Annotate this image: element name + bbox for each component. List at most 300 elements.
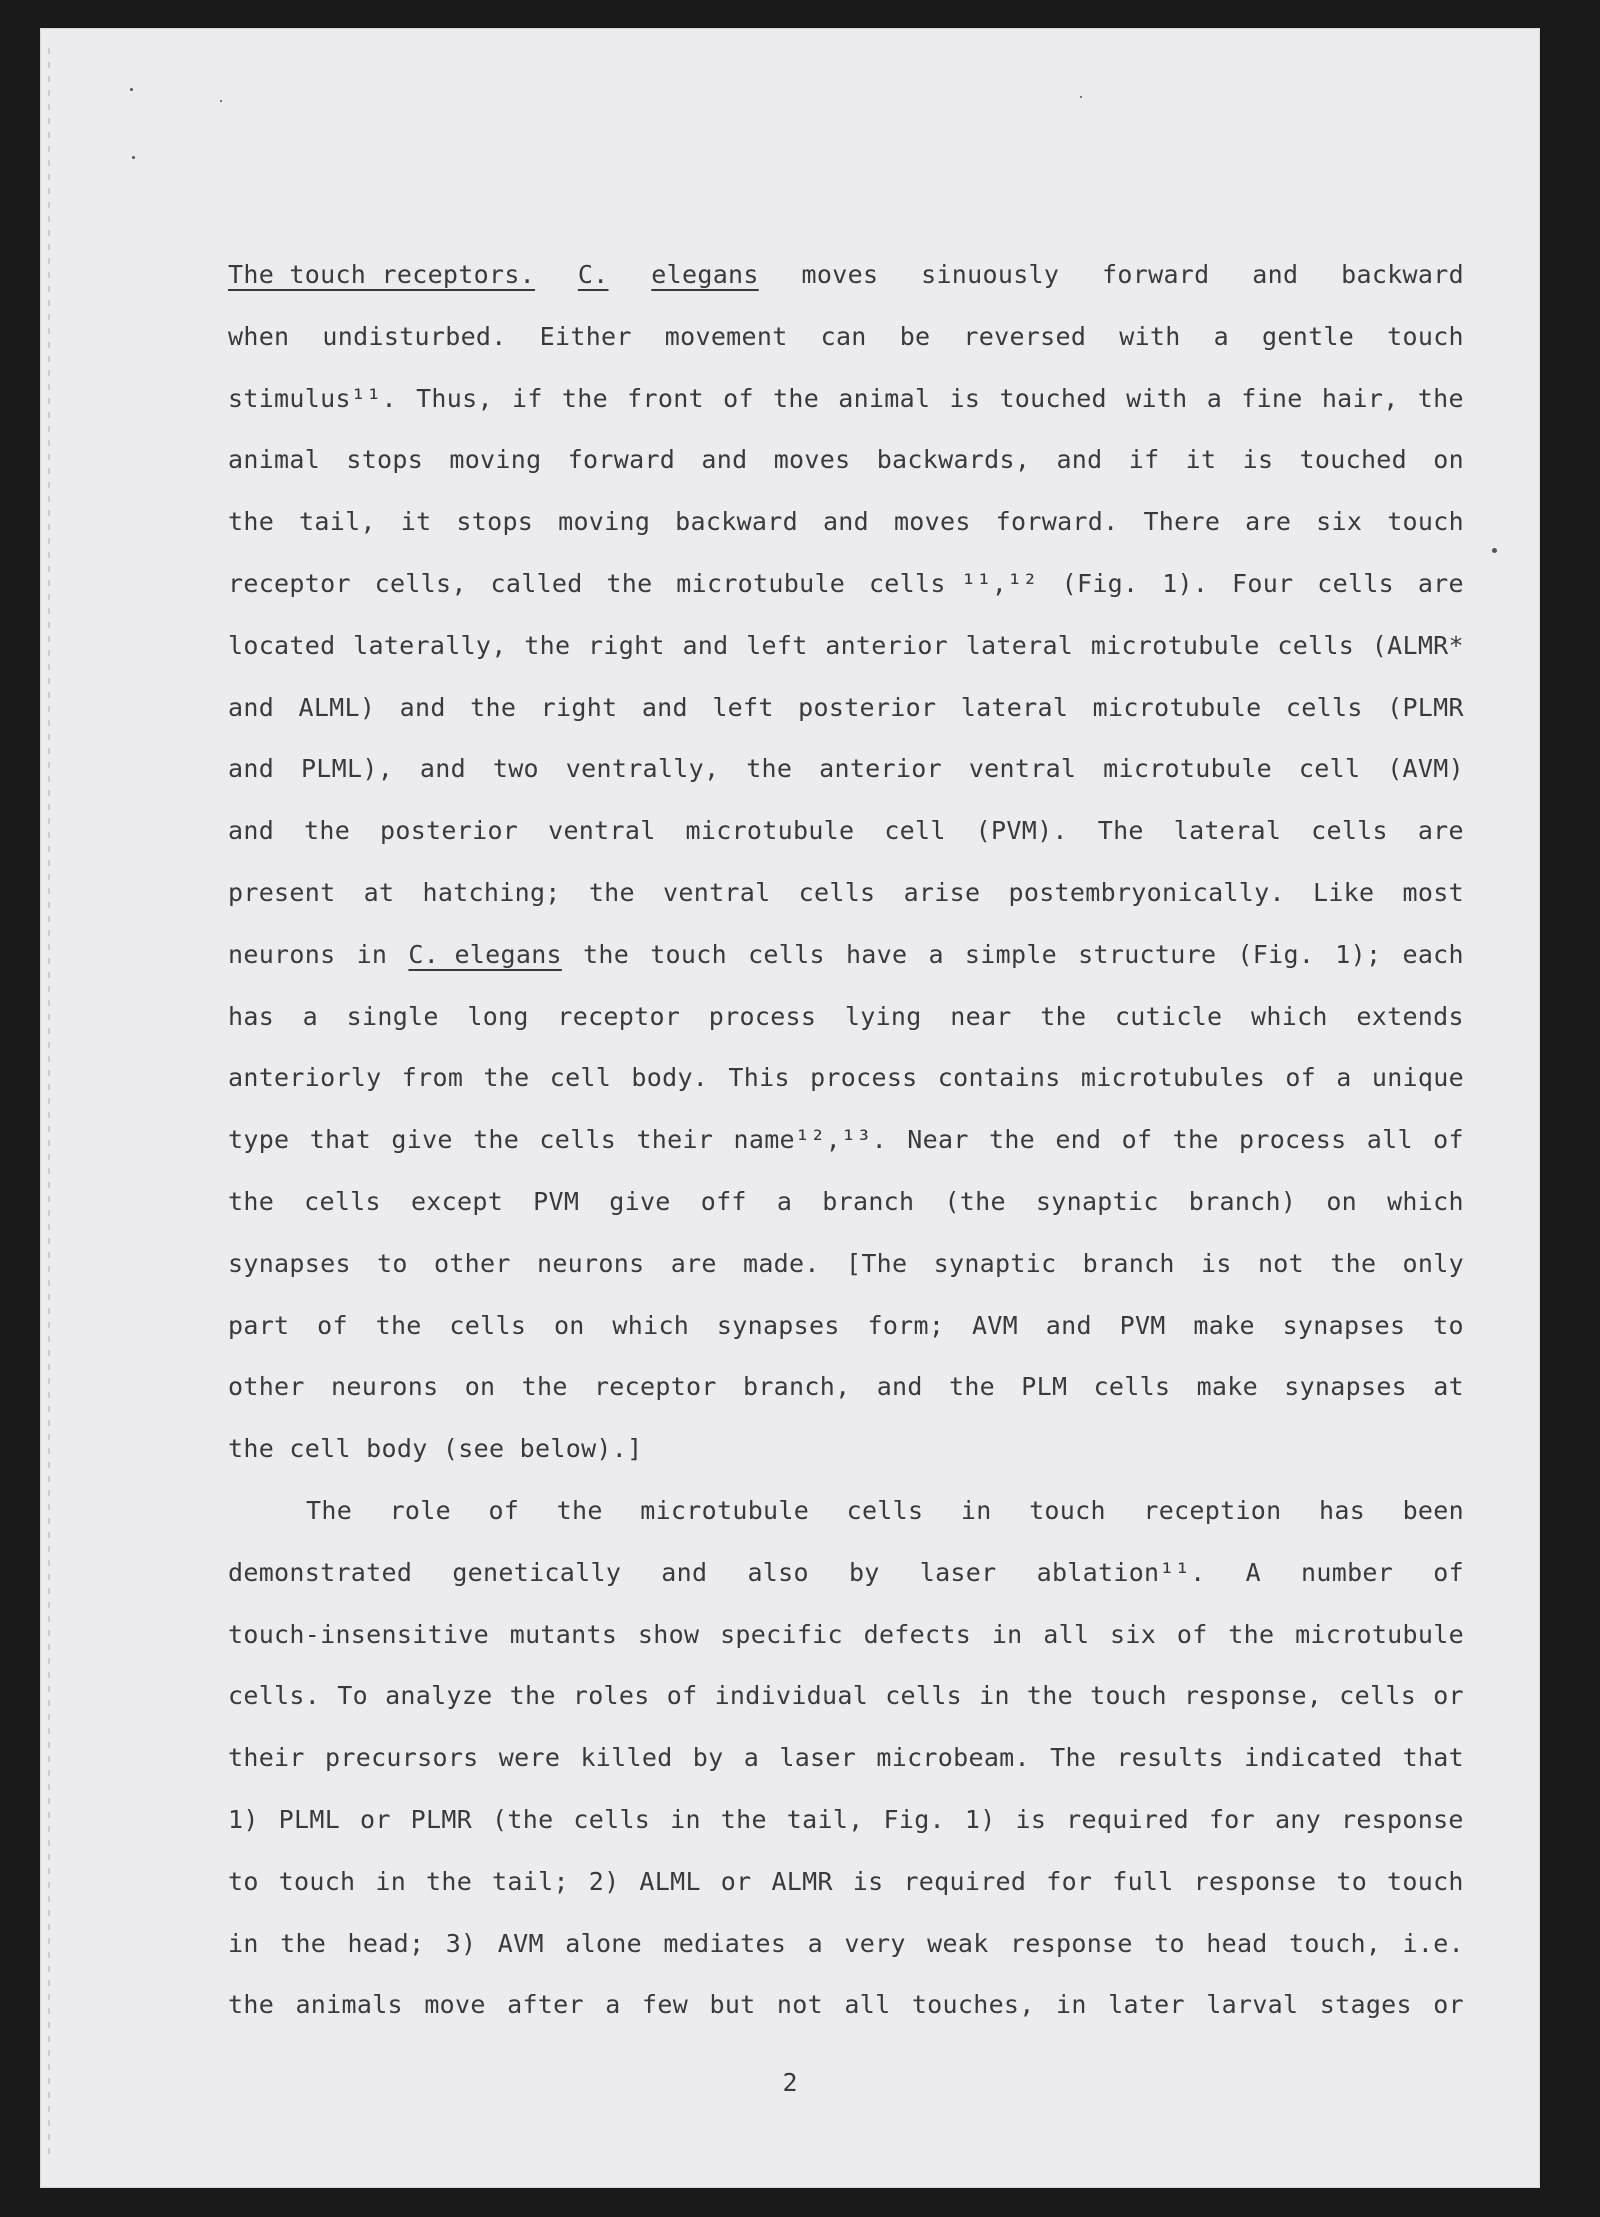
text-word: in	[1056, 1990, 1087, 2020]
text-word: lying	[844, 1001, 922, 1031]
text-word: cuticle	[1114, 1001, 1223, 1031]
text-word: animal	[228, 445, 321, 475]
text-word: cells	[1285, 692, 1363, 722]
text-word: all	[1043, 1619, 1090, 1649]
text-word: and	[399, 692, 446, 722]
text-word: type	[228, 1125, 290, 1155]
text-word: a	[605, 1990, 621, 2020]
text-line	[228, 553, 1464, 615]
text-word: on	[553, 1310, 585, 1340]
text-word: the	[509, 1681, 556, 1711]
text-word: cells ¹¹,¹²	[868, 568, 1038, 598]
text-word: of	[1433, 1557, 1464, 1587]
text-word: postembryonically.	[1008, 877, 1285, 907]
text-word: at	[1433, 1372, 1464, 1402]
text-word: touch	[1029, 1495, 1106, 1525]
text-word: to	[1154, 1928, 1185, 1958]
text-word: touch	[1090, 1681, 1167, 1711]
text-word: head;	[347, 1928, 425, 1958]
text-word: cells	[539, 1125, 617, 1155]
text-word: stages	[1319, 1990, 1412, 2020]
text-word: reception	[1143, 1495, 1282, 1525]
text-word: mediates	[663, 1928, 787, 1958]
text-word: microtubule	[1295, 1619, 1464, 1649]
text-line	[228, 1418, 1464, 1480]
text-word: but	[709, 1990, 756, 2020]
text-word: the	[1172, 1125, 1219, 1155]
text-word: touch	[1387, 1866, 1464, 1896]
text-word: is	[949, 383, 981, 413]
text-word: structure	[1078, 939, 1217, 969]
text-word: movement	[664, 321, 788, 351]
text-word: other	[228, 1372, 305, 1402]
text-word: the	[1330, 1248, 1377, 1278]
text-word: moving	[558, 507, 651, 537]
text-word: and	[1045, 1310, 1092, 1340]
text-word: 2)	[588, 1866, 620, 1896]
text-word: all	[1366, 1125, 1413, 1155]
text-word: neurons	[228, 939, 336, 969]
text-word: later	[1108, 1990, 1185, 2020]
text-word: synapses	[228, 1248, 351, 1278]
text-word: six	[1110, 1619, 1157, 1649]
text-word: at	[363, 877, 395, 907]
text-word: is	[852, 1866, 884, 1896]
text-word: and	[1252, 260, 1299, 289]
text-word: extends	[1356, 1001, 1464, 1031]
text-line	[228, 677, 1464, 739]
text-word: posterior	[380, 816, 519, 846]
text-word: near	[950, 1001, 1012, 1031]
text-word: called	[490, 568, 583, 598]
text-word: name¹²,¹³.	[733, 1125, 888, 1155]
text-line	[228, 491, 1464, 553]
text-word: cells	[846, 1495, 924, 1525]
text-word: body.	[631, 1063, 709, 1093]
text-word: the	[228, 1990, 275, 2020]
text-word: To	[337, 1681, 368, 1711]
text-word: were	[498, 1743, 561, 1773]
text-word: the	[304, 816, 351, 846]
text-word: the	[521, 1372, 568, 1402]
text-word: PVM	[1119, 1310, 1166, 1340]
text-word: if	[1128, 445, 1160, 475]
text-word: moves	[773, 445, 851, 475]
text-word: left	[746, 630, 808, 660]
text-word: C.	[577, 260, 609, 289]
text-word: and	[682, 630, 729, 660]
text-word: ventrally,	[565, 754, 720, 784]
text-word: There	[1143, 507, 1221, 537]
text-word: end	[1055, 1125, 1102, 1155]
text-word: anteriorly	[228, 1063, 382, 1093]
text-word: are	[1417, 816, 1464, 846]
text-word: synapses	[1284, 1372, 1408, 1402]
text-word: right	[540, 692, 618, 722]
text-line	[228, 924, 1464, 986]
text-word: is	[1242, 445, 1274, 475]
text-line	[228, 1356, 1464, 1418]
text-word: genetically	[452, 1557, 622, 1587]
text-word: neurons	[331, 1372, 439, 1402]
text-word: few	[642, 1990, 689, 2020]
text-word: the	[280, 1928, 327, 1958]
text-word: a	[302, 1001, 319, 1031]
text-word: which	[1387, 1186, 1464, 1216]
text-word: arise	[903, 877, 981, 907]
text-word: any	[1274, 1804, 1322, 1834]
text-word: cell	[884, 816, 946, 846]
text-word: This	[728, 1063, 790, 1093]
text-word: stops	[346, 445, 424, 475]
text-word: and	[228, 816, 275, 846]
text-word: lateral	[965, 630, 1074, 660]
text-word: anterior	[819, 754, 942, 784]
text-word: tail,	[299, 507, 376, 537]
text-word: ablation¹¹.	[1036, 1557, 1206, 1587]
text-word: defects	[863, 1619, 972, 1649]
text-word: touched	[1299, 445, 1408, 475]
text-word: receptor	[557, 1001, 681, 1031]
text-word: individual	[714, 1681, 869, 1711]
text-line	[228, 1480, 1464, 1542]
text-word: touch	[650, 939, 727, 969]
text-word: PLML),	[300, 754, 394, 784]
text-word: neurons	[536, 1248, 645, 1278]
text-word: the cell body (see below).]	[228, 1434, 643, 1464]
scan-speck	[1492, 548, 1497, 553]
text-word: the	[606, 568, 653, 598]
text-word: on	[1326, 1186, 1358, 1216]
text-word: sinuously	[921, 260, 1060, 289]
text-word: fine	[1241, 383, 1303, 413]
text-line	[228, 1913, 1464, 1975]
text-word: process	[1239, 1125, 1347, 1155]
text-word: moving	[449, 445, 542, 475]
text-word: killed	[580, 1743, 673, 1773]
text-word: animal	[838, 383, 931, 413]
text-word: synapses	[716, 1310, 840, 1340]
text-word: 1);	[1335, 939, 1382, 969]
text-word: cell	[1298, 754, 1361, 784]
text-line	[228, 1604, 1464, 1666]
text-word: which	[1251, 1001, 1328, 1031]
text-word: and	[701, 445, 748, 475]
text-word: anterior	[825, 630, 949, 660]
text-word: 1).	[1162, 568, 1209, 598]
text-word: cells	[748, 939, 825, 969]
text-line	[228, 368, 1464, 430]
text-word: A	[1245, 1557, 1261, 1587]
text-word: cells	[798, 877, 876, 907]
text-word: microtubule	[685, 816, 855, 846]
text-word: mutants	[509, 1619, 618, 1649]
text-word: branch	[1082, 1248, 1175, 1278]
text-word: ALMR	[771, 1866, 833, 1896]
text-word: the	[470, 692, 517, 722]
text-word: or	[720, 1866, 752, 1896]
text-word: stops	[456, 507, 534, 537]
text-word: form;	[867, 1310, 945, 1340]
text-word: cells	[1317, 568, 1395, 598]
text-word: the	[556, 1495, 603, 1525]
text-word: cells	[449, 1310, 527, 1340]
text-word: 1)	[964, 1804, 996, 1834]
text-line	[228, 986, 1464, 1048]
text-word: right	[588, 630, 665, 660]
text-word: the	[426, 1866, 473, 1896]
text-word: cells,	[374, 568, 467, 598]
text-word: in	[960, 1495, 992, 1525]
text-word: AVM	[497, 1928, 544, 1958]
text-word: a	[743, 1743, 760, 1773]
body-text	[228, 244, 1464, 2036]
text-word: the	[948, 1372, 996, 1402]
text-word: microtubule	[1103, 754, 1273, 784]
text-word: (the	[944, 1186, 1006, 1216]
text-word: i.e.	[1402, 1928, 1464, 1958]
text-word: that	[1402, 1743, 1464, 1773]
text-word: cells	[1093, 1372, 1171, 1402]
text-word: and	[661, 1557, 708, 1587]
text-word: alone	[565, 1928, 643, 1958]
text-word: is	[1015, 1804, 1047, 1834]
text-word: show	[637, 1619, 700, 1649]
text-line	[228, 1727, 1464, 1789]
text-line	[228, 1233, 1464, 1295]
text-line	[228, 306, 1464, 368]
text-word: except	[410, 1186, 504, 1216]
text-line	[228, 738, 1464, 800]
text-word: (PLMR	[1387, 692, 1464, 722]
text-word: C. elegans	[408, 939, 562, 969]
text-word: Fig.	[883, 1804, 945, 1834]
text-word: be	[899, 321, 931, 351]
text-word: and	[228, 692, 275, 722]
text-word: elegans	[651, 260, 759, 289]
text-word: response,	[1184, 1681, 1323, 1711]
text-word: the	[1228, 1619, 1275, 1649]
text-line	[228, 862, 1464, 924]
text-word: make	[1193, 1310, 1255, 1340]
text-word: a	[1336, 1063, 1352, 1093]
scan-speck	[132, 156, 135, 159]
text-word: weak	[927, 1928, 989, 1958]
text-word: in	[979, 1681, 1010, 1711]
text-word: The touch receptors.	[228, 260, 536, 289]
text-word: been	[1402, 1495, 1464, 1525]
text-word: required	[903, 1866, 1027, 1896]
text-word: on	[464, 1372, 496, 1402]
text-word: off	[700, 1186, 747, 1216]
text-word: a	[928, 939, 944, 969]
text-word: laterally,	[353, 630, 507, 660]
text-word: microtubule	[640, 1495, 810, 1525]
text-word: PLMR	[410, 1804, 473, 1834]
text-word: specific	[720, 1619, 843, 1649]
text-line	[228, 1974, 1464, 2036]
text-line	[228, 1109, 1464, 1171]
text-word: indicated	[1244, 1743, 1383, 1773]
text-word: the	[473, 1125, 520, 1155]
text-word: number	[1301, 1557, 1394, 1587]
text-word: or	[1433, 1990, 1464, 2020]
text-word: the	[228, 1186, 275, 1216]
text-word: only	[1402, 1248, 1464, 1278]
text-word: laser	[779, 1743, 857, 1773]
text-word: cells	[885, 1681, 962, 1711]
text-word: Like	[1312, 877, 1375, 907]
text-word: part	[228, 1310, 290, 1340]
text-word: and	[228, 754, 275, 784]
text-word: not	[776, 1990, 823, 2020]
text-word: microbeam.	[876, 1743, 1030, 1773]
text-word: gentle	[1262, 321, 1355, 351]
text-word: roles	[572, 1681, 650, 1711]
text-word: on	[1433, 445, 1464, 475]
text-word: and	[822, 507, 869, 537]
text-word: 3)	[445, 1928, 477, 1958]
text-word: a	[776, 1186, 793, 1216]
text-word: other	[433, 1248, 511, 1278]
text-word: the	[773, 383, 820, 413]
text-word: ALML)	[298, 692, 376, 722]
text-word: also	[747, 1557, 809, 1587]
text-word: which	[612, 1310, 690, 1340]
text-word: role	[389, 1495, 451, 1525]
text-word: with	[1119, 321, 1181, 351]
text-word: that	[309, 1125, 372, 1155]
scan-speck	[1080, 96, 1082, 98]
text-word: branch	[822, 1186, 915, 1216]
text-line	[228, 1789, 1464, 1851]
text-word: demonstrated	[228, 1557, 413, 1587]
text-word: reversed	[963, 321, 1087, 351]
text-word: touch	[1387, 321, 1464, 351]
text-word: branch)	[1188, 1186, 1297, 1216]
text-word: has	[228, 1001, 275, 1031]
text-word: the	[583, 939, 630, 969]
document-page	[40, 28, 1540, 2188]
text-line	[228, 244, 1464, 306]
text-word: if	[512, 383, 543, 413]
scan-speck	[130, 88, 133, 91]
text-word: response	[1340, 1804, 1464, 1834]
text-word: ALML	[639, 1866, 701, 1896]
text-word: larval	[1206, 1990, 1299, 2020]
text-word: microtubule	[1090, 630, 1260, 660]
text-word: located	[228, 630, 336, 660]
text-word: or	[360, 1804, 391, 1834]
text-word: (ALMR*	[1371, 630, 1464, 660]
text-word: the	[483, 1063, 530, 1093]
text-word: to	[1433, 1310, 1464, 1340]
text-word: give	[609, 1186, 671, 1216]
text-word: forward	[1102, 260, 1210, 289]
text-word: forward	[567, 445, 676, 475]
text-word: by	[692, 1743, 724, 1773]
text-word: simple	[964, 939, 1058, 969]
text-word: are	[1417, 568, 1464, 598]
text-word: by	[848, 1557, 880, 1587]
text-word: have	[845, 939, 908, 969]
text-word: the	[1417, 383, 1464, 413]
text-word: a	[807, 1928, 823, 1958]
text-word: receptor	[593, 1372, 717, 1402]
text-word: contains	[937, 1063, 1061, 1093]
text-word: cells	[1339, 1681, 1417, 1711]
text-word: touches,	[911, 1990, 1035, 2020]
text-word: microtubules	[1080, 1063, 1266, 1093]
text-word: response	[1193, 1866, 1317, 1896]
text-line	[228, 1047, 1464, 1109]
text-word: when	[228, 321, 290, 351]
text-word: the	[524, 630, 571, 660]
text-line	[228, 1542, 1464, 1604]
text-word: long	[467, 1001, 529, 1031]
text-word: of	[666, 1681, 698, 1711]
text-word: touched	[999, 383, 1107, 413]
text-word: is	[1201, 1248, 1232, 1278]
text-word: give	[391, 1125, 453, 1155]
text-word: touch,	[1289, 1928, 1382, 1958]
text-word: (Fig.	[1061, 568, 1139, 598]
text-word: lateral	[1173, 816, 1282, 846]
text-word: backward	[1341, 260, 1464, 289]
text-word: results	[1116, 1743, 1224, 1773]
text-word: Thus,	[416, 383, 493, 413]
text-word: the	[561, 383, 608, 413]
page-number: 2	[782, 2068, 798, 2097]
text-word: forward.	[995, 507, 1119, 537]
text-word: the	[746, 754, 793, 784]
text-word: the	[988, 1125, 1036, 1155]
text-word: the	[1040, 1001, 1087, 1031]
text-word: lateral	[960, 692, 1069, 722]
text-word: animals	[295, 1990, 403, 2020]
text-word: to	[1336, 1866, 1368, 1896]
text-word: and	[1056, 445, 1103, 475]
text-word: cells	[573, 1804, 651, 1834]
text-word: the	[228, 507, 275, 537]
text-word: tail,	[786, 1804, 864, 1834]
text-word: of	[1433, 1125, 1464, 1155]
text-word: ventral	[548, 816, 656, 846]
text-word: present	[228, 877, 336, 907]
text-word: precursors	[325, 1743, 479, 1773]
text-word: of	[1285, 1063, 1317, 1093]
text-word: in	[375, 1866, 407, 1896]
text-word: after	[507, 1990, 584, 2020]
text-word: [The	[845, 1248, 908, 1278]
text-word: analyze	[385, 1681, 493, 1711]
text-word: it	[400, 507, 432, 537]
text-word: Either	[539, 321, 632, 351]
text-word: stimulus¹¹.	[228, 383, 397, 413]
text-word: PLM	[1021, 1372, 1068, 1402]
text-word: microtubule	[1092, 692, 1262, 722]
text-word: touch	[1387, 507, 1464, 537]
text-word: of	[723, 383, 754, 413]
text-line	[228, 1851, 1464, 1913]
text-word: touch	[278, 1866, 356, 1896]
text-word: hair,	[1321, 383, 1399, 413]
text-word: cells	[1311, 816, 1388, 846]
text-word: it	[1185, 445, 1217, 475]
text-word: PLML	[278, 1804, 341, 1834]
text-word: ventral	[663, 877, 771, 907]
text-word: AVM	[971, 1310, 1019, 1340]
